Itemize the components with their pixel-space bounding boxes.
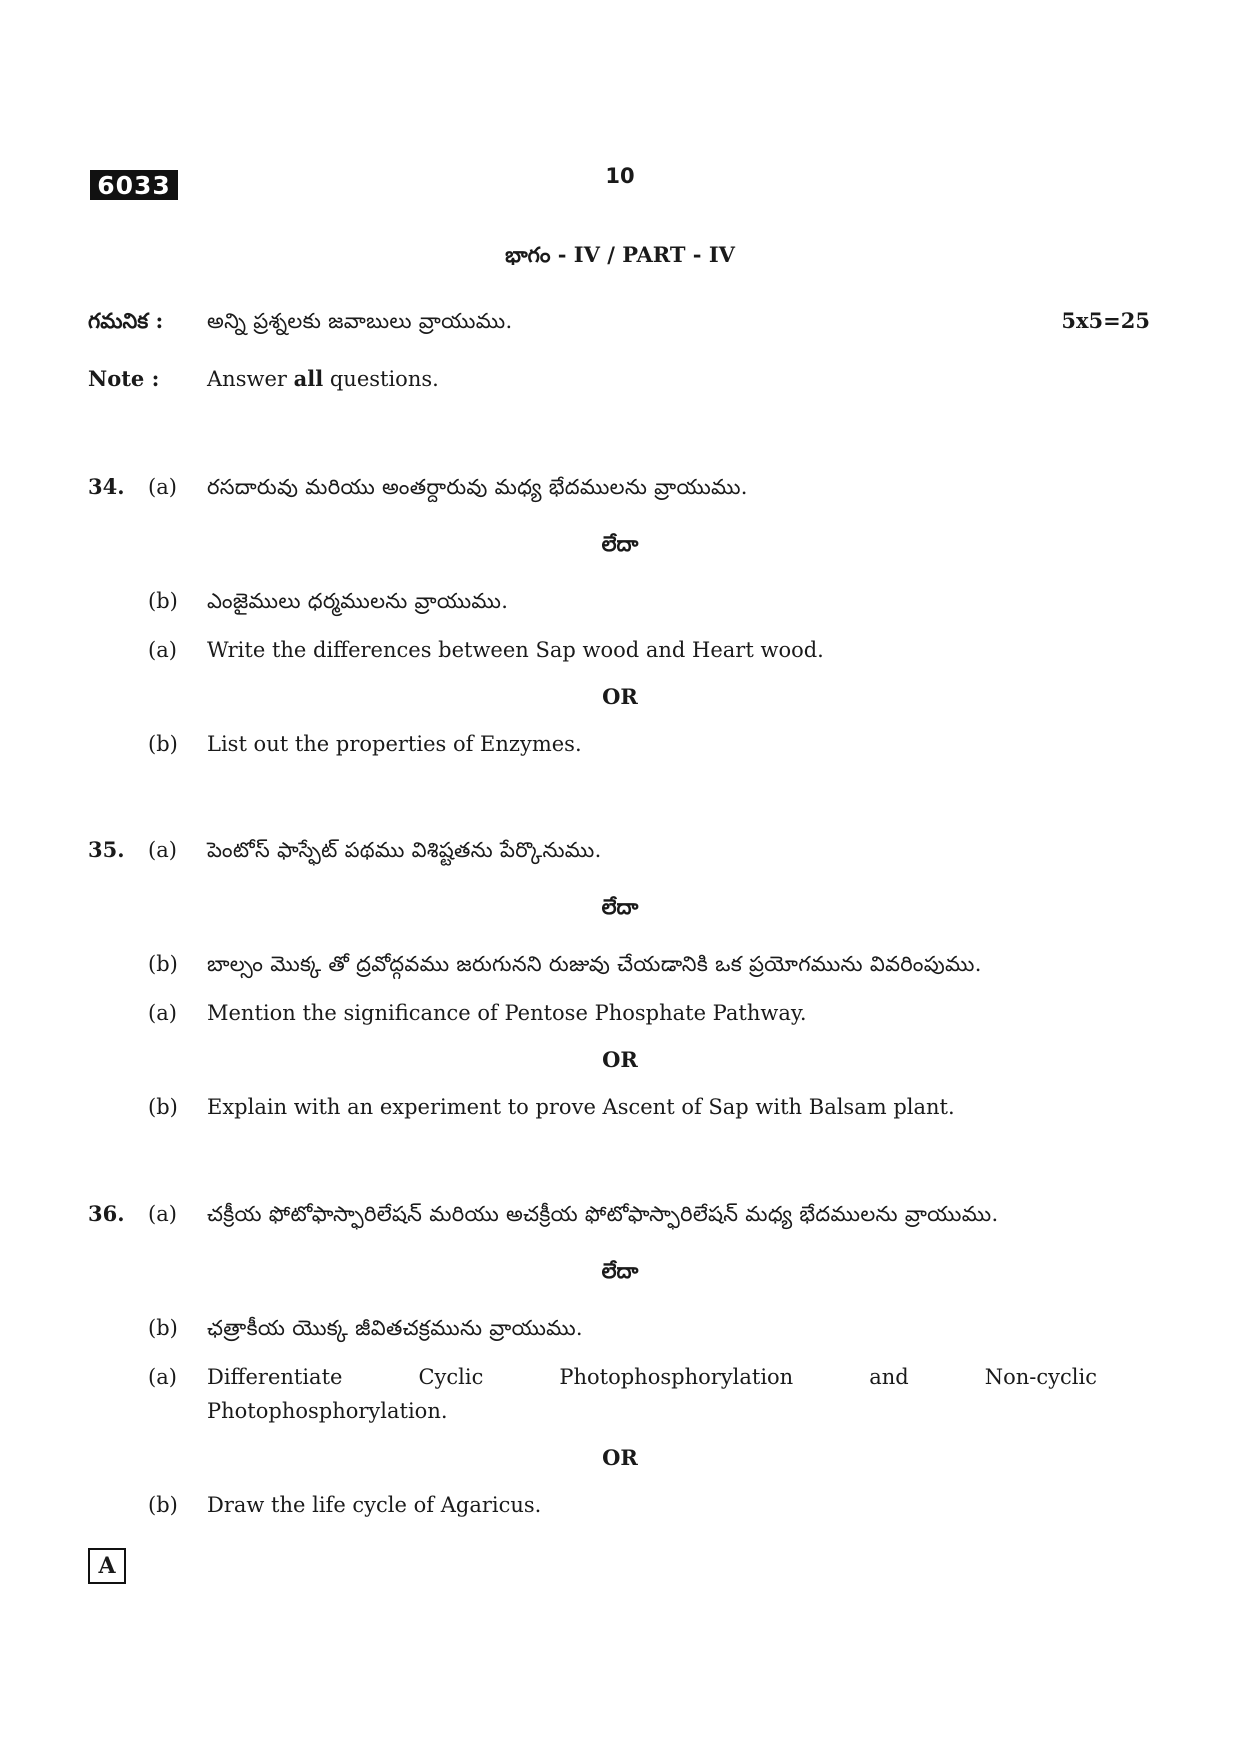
question-en-b: List out the properties of Enzymes. xyxy=(207,732,582,756)
instruction-en-pre: Answer xyxy=(207,367,287,391)
instruction-en-bold: all xyxy=(293,366,324,391)
option-label: (a) xyxy=(148,838,177,862)
word: Differentiate xyxy=(207,1365,343,1389)
version-box: A xyxy=(88,1548,126,1584)
instruction-en-text xyxy=(207,364,439,394)
or-en: OR xyxy=(602,684,638,709)
question-en-b: Draw the life cycle of Agaricus. xyxy=(207,1493,542,1517)
option-label: (b) xyxy=(148,1316,178,1340)
option-label: (a) xyxy=(148,1001,177,1025)
instruction-te-text: అన్ని ప్రశ్నలకు జవాబులు వ్రాయుము. xyxy=(207,309,513,333)
marks-scheme: 5x5=25 xyxy=(1061,308,1150,333)
or-te: లేదా xyxy=(601,1258,639,1283)
option-label: (b) xyxy=(148,1493,178,1517)
question-te-b: బాల్సం మొక్క తో ద్రవోద్గవము జరుగునని రుజువు చేయడానికి ఒక ప్రయోగమును వివరింపుము. xyxy=(207,952,982,976)
or-en: OR xyxy=(602,1445,638,1470)
word: Non-cyclic xyxy=(984,1365,1097,1389)
option-label: (b) xyxy=(148,952,178,976)
question-number: 35. xyxy=(88,837,125,862)
or-en: OR xyxy=(602,1047,638,1072)
word: Photophosphorylation xyxy=(559,1365,794,1389)
question-en-a-line2: Photophosphorylation. xyxy=(207,1399,448,1423)
paper-code-badge: 6033 xyxy=(90,170,178,200)
question-en-b: Explain with an experiment to prove Ascent of Sap with Balsam plant. xyxy=(207,1095,955,1119)
question-number: 34. xyxy=(88,474,125,499)
instruction-en-post: questions. xyxy=(329,367,439,391)
question-te-a: రసదారువు మరియు అంతర్దారువు మధ్య భేదములను వ్రాయుము. xyxy=(207,475,748,499)
question-te-b: ఎంజైములు ధర్మములను వ్రాయుము. xyxy=(207,589,509,613)
word: and xyxy=(869,1365,909,1389)
option-label: (a) xyxy=(148,1202,177,1226)
instruction-te-label: గమనిక : xyxy=(88,308,164,333)
question-number: 36. xyxy=(88,1201,125,1226)
option-label: (a) xyxy=(148,638,177,662)
question-te-a: పెంటోస్ ఫాస్ఫేట్ పథము విశిష్టతను పేర్కొనుము. xyxy=(207,838,602,862)
question-en-a: Write the differences between Sap wood and Heart wood. xyxy=(207,638,824,662)
page-number: 10 xyxy=(605,164,635,188)
option-label: (a) xyxy=(148,475,177,499)
option-label: (b) xyxy=(148,732,178,756)
question-en-a-line1 xyxy=(207,1362,1097,1392)
instruction-en-label: Note : xyxy=(88,366,160,391)
option-label: (b) xyxy=(148,1095,178,1119)
question-te-a: చక్రీయ ఫోటోఫాస్ఫారిలేషన్ మరియు అచక్రీయ ఫోటోఫాస్ఫారిలేషన్ మధ్య భేదములను వ్రాయుము. xyxy=(207,1202,999,1226)
word: Cyclic xyxy=(418,1365,484,1389)
option-label: (b) xyxy=(148,589,178,613)
or-te: లేదా xyxy=(601,894,639,919)
or-te: లేదా xyxy=(601,531,639,556)
part-title: భాగం - IV / PART - IV xyxy=(505,242,735,267)
question-te-b: ఛత్రాకీయ యొక్క జీవితచక్రమును వ్రాయుము. xyxy=(207,1316,583,1340)
option-label: (a) xyxy=(148,1365,177,1389)
question-en-a: Mention the significance of Pentose Phosphate Pathway. xyxy=(207,1001,807,1025)
